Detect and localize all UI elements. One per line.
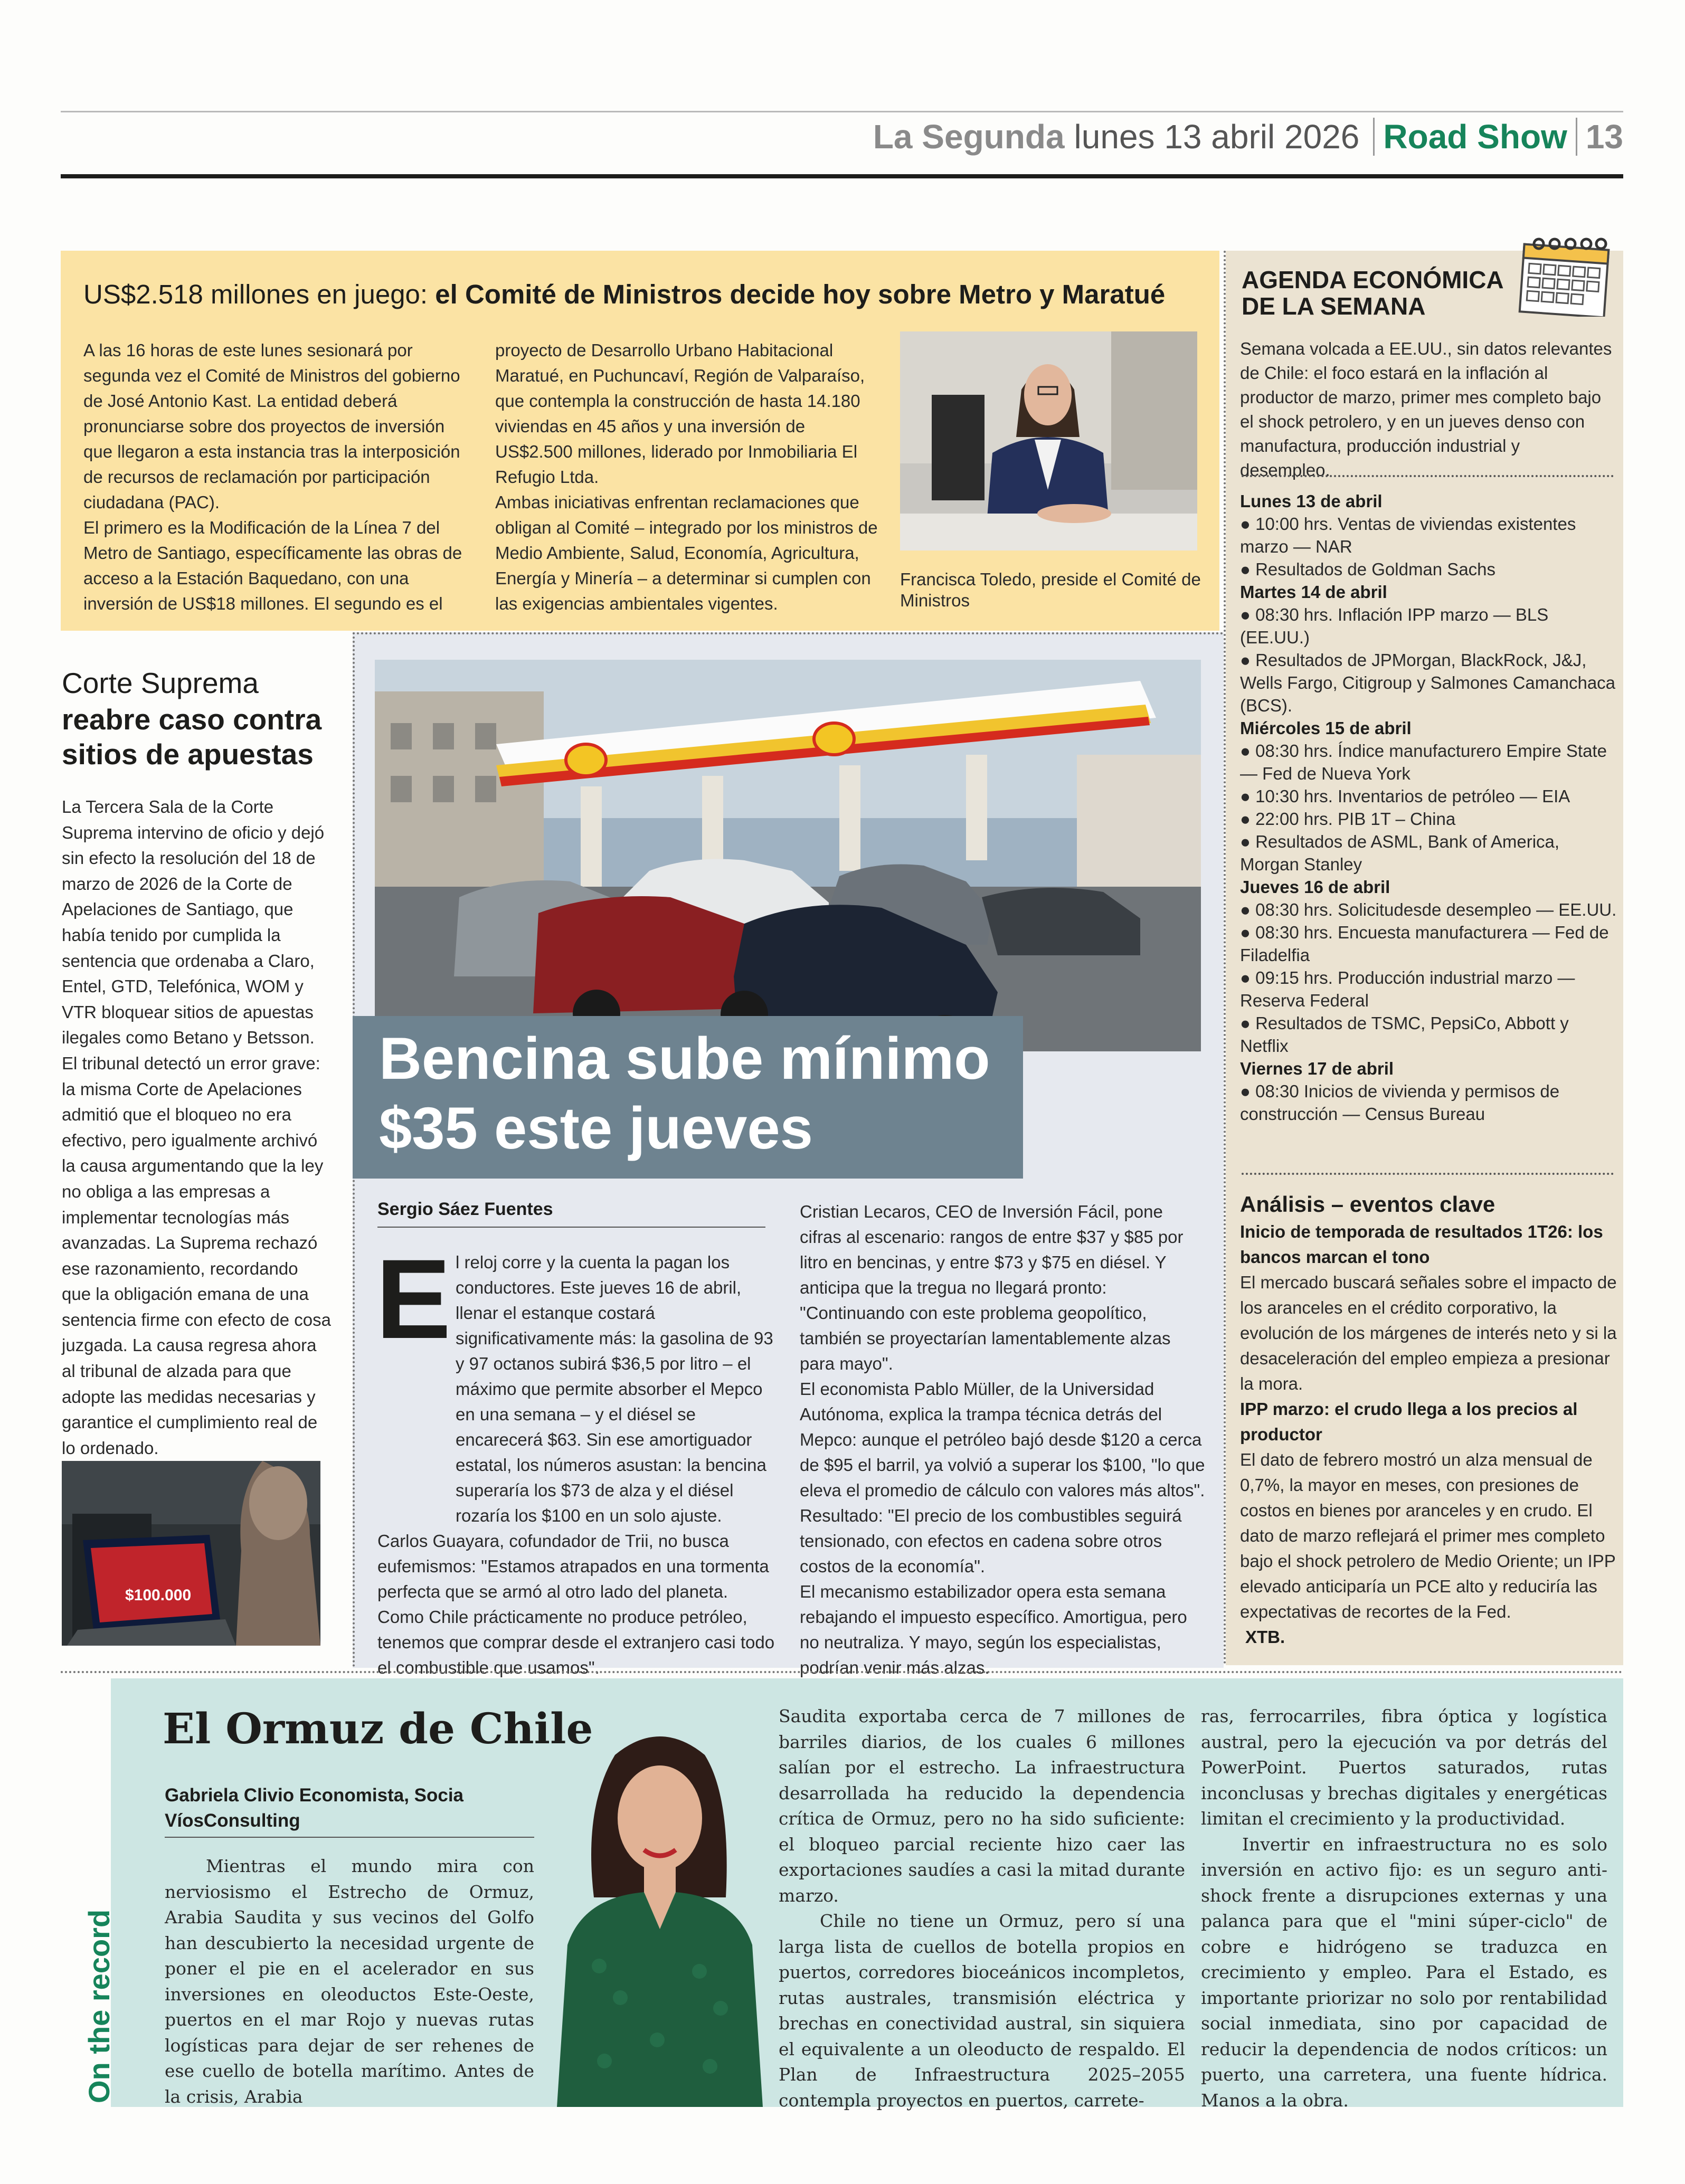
author-rule	[165, 1837, 534, 1838]
header-rule	[61, 174, 1623, 178]
page-number: 13	[1585, 118, 1623, 156]
paragraph: El mecanismo estabilizador opera esta semana rebajando el impuesto específico. Amortigua, pero no neutraliza. Y mayo, según los especialistas, podrían venir más alzas.	[800, 1582, 1187, 1677]
paragraph: El dato de febrero mostró un alza mensual de 0,7%, la mayor en meses, con presiones de costos en bienes por aranceles y en crudo. El dato de marzo reflejará el primer mes completo bajo el shock petrolero de Medio Oriente; un IPP elevado anticiparía un PCE alto y reduciría las expectativas de recortes de la Fed.	[1240, 1450, 1616, 1621]
author-photo	[536, 1723, 784, 2107]
fuel-column-2	[800, 1199, 1206, 1680]
photo-caption: Francisca Toledo, preside el Comité de Ministros	[900, 569, 1201, 610]
paragraph: El mercado buscará señales sobre el impacto de los aranceles en el crédito corporativo, la evolución de los márgenes de interés neto y si la desaceleración del empleo empieza a presionar la mora.	[1240, 1273, 1617, 1393]
drop-cap: E	[375, 1236, 451, 1362]
paragraph: El economista Pablo Müller, de la Universidad Autónoma, explica la trampa técnica detrás del Mepco: aunque el petróleo bajó desde $120 a cerca de $95 el barril, ya volvió a superar los $100, "lo que eleva el promedio de cálculo con valores más altos". Resultado: "El precio de los combustibles seguirá tensionado, con efectos en cadena sobre otros costos de la economía".	[800, 1379, 1205, 1576]
oped-author: Gabriela Clivio Economista, Socia VíosConsulting	[165, 1785, 464, 1831]
agenda-item: ● 08:30 hrs. Solicitudesde desempleo — EE.UU.	[1240, 900, 1617, 919]
oped-column-3	[1201, 1704, 1607, 2113]
agenda-item: ● Resultados de ASML, Bank of America, Morgan Stanley	[1240, 832, 1560, 874]
paragraph: Cristian Lecaros, CEO de Inversión Fácil, pone cifras al escenario: rangos de entre $37 y $85 por litro en bencinas, y entre $73 y $75 en diésel. Y anticipa que la tregua no llegará pronto: "Continuando con este problema geopolítico, también se proyectarían lamentablemente alzas para mayo".	[800, 1202, 1184, 1373]
agenda-item: ● 08:30 hrs. Índice manufacturero Empire State — Fed de Nueva York	[1240, 741, 1607, 783]
analysis-subhead: IPP marzo: el crudo llega a los precios al productor	[1240, 1399, 1578, 1444]
gas-station-photo	[375, 660, 1201, 1051]
headline-bold: el Comité de Ministros decide hoy sobre Metro y Maratué	[428, 279, 1166, 309]
agenda-day: Jueves 16 de abril	[1240, 877, 1390, 897]
headline-lead: US$2.518 millones en juego:	[83, 279, 428, 309]
ministers-headline	[83, 279, 1192, 310]
issue-date: lunes 13 abril 2026	[1074, 118, 1360, 156]
agenda-item: ● 08:30 hrs. Inflación IPP marzo — BLS (EE.UU.)	[1240, 605, 1549, 647]
section-name: Road Show	[1383, 118, 1567, 156]
paragraph: El primero es la Modificación de la Línea 7 del Metro de Santiago, específicamente las obras de acceso a la Estación Baquedano, con una inversión de US$18 millones. El segundo es el	[83, 518, 462, 613]
signature: XTB.	[1245, 1627, 1285, 1647]
agenda-item: ● Resultados de JPMorgan, BlackRock, J&J, Wells Fargo, Citigroup y Salmones Camanchaca (BCS).	[1240, 650, 1616, 715]
ministers-column-2	[495, 338, 883, 616]
paragraph: Invertir en infraestructura no es solo inversión en activo fijo: es un seguro anti-shock frente a disrupciones externas y una palanca para que el "mini súper-ciclo" de cobre e hidrógeno se traduzca en crecimiento y empleo. Para el Estado, es importante priorizar no solo por rentabilidad social inmediata, sino por capacidad de reducir la dependencia de nodos críticos: un puerto, una carretera, una fuente hídrica. Manos a la obra.	[1201, 1834, 1607, 2111]
dotted-divider	[353, 632, 1224, 634]
agenda-list	[1240, 490, 1620, 1125]
paragraph: Saudita exportaba cerca de 7 millones de barriles diarios, de los cuales 6 millones salían por el estrecho. La infraestructura desarrollada ha reducido la dependencia crítica de Ormuz, pero no ha sido suficiente: el bloqueo parcial reciente hizo caer las exportaciones saudíes a casi la mitad durante marzo.	[779, 1706, 1185, 1906]
dotted-divider	[1242, 1173, 1614, 1175]
agenda-item: ● 22:00 hrs. PIB 1T – China	[1240, 809, 1456, 829]
ministers-column-1	[83, 338, 474, 616]
byline: Sergio Sáez Fuentes	[377, 1199, 553, 1219]
agenda-intro: Semana volcada a EE.UU., sin datos relevantes de Chile: el foco estará en la inflación al productor de marzo, primer mes completo bajo el shock petrolero, y en un jueves denso con manufactura, producción industrial y desempleo.	[1240, 339, 1612, 480]
paragraph: Carlos Guayara, cofundador de Trii, no busca eufemismos: "Estamos atrapados en una tormenta perfecta que se armó al otro lado del planeta. Como Chile prácticamente no produce petróleo, tenemos que comprar desde el extranjero casi todo el combustible que usamos".	[377, 1531, 775, 1677]
dotted-divider	[61, 1671, 1623, 1673]
agenda-item: ● 09:15 hrs. Producción industrial marzo — Reserva Federal	[1240, 968, 1575, 1010]
fuel-headline: Bencina sube mínimo $35 este jueves	[379, 1025, 990, 1161]
court-kicker: Corte Suprema	[62, 667, 259, 699]
column-divider	[1224, 251, 1226, 1665]
agenda-day: Lunes 13 de abril	[1240, 491, 1383, 511]
paragraph: ras, ferrocarriles, fibra óptica y logística austral, pero la ejecución va por detrás del PowerPoint. Puertos saturados, rutas inconclusas y brechas digitales y energéticas limitan el crecimiento y la productividad.	[1201, 1706, 1607, 1829]
fuel-column-1	[377, 1250, 779, 1680]
minister-photo	[900, 331, 1197, 550]
paragraph: Ambas iniciativas enfrentan reclamaciones que obligan al Comité – integrado por los ministros de Medio Ambiente, Salud, Economía, Agricultura, Energía y Minería – a determinar si cumplen con las exigencias ambientales vigentes.	[495, 492, 878, 613]
analysis-title: Análisis – eventos clave	[1240, 1192, 1495, 1217]
page-header	[873, 117, 1623, 156]
paragraph: proyecto de Desarrollo Urbano Habitacional Maratué, en Puchuncaví, Región de Valparaíso, que contempla la construcción de hasta 14.180 viviendas en 45 años y una inversión de US$2.500 millones, liderado por Inmobiliaria El Refugio Ltda.	[495, 340, 865, 487]
screen-amount: $100.000	[125, 1587, 192, 1604]
dotted-divider	[1242, 475, 1614, 477]
oped-column-2	[779, 1704, 1185, 2113]
analysis-subhead: Inicio de temporada de resultados 1T26: los bancos marcan el tono	[1240, 1222, 1603, 1267]
analysis-body	[1240, 1219, 1620, 1650]
agenda-item: ● 10:00 hrs. Ventas de viviendas existentes marzo — NAR	[1240, 514, 1576, 556]
agenda-item: ● 10:30 hrs. Inventarios de petróleo — EIA	[1240, 786, 1570, 806]
agenda-day: Viernes 17 de abril	[1240, 1059, 1394, 1078]
agenda-item: ● Resultados de TSMC, PepsiCo, Abbott y Netflix	[1240, 1013, 1569, 1056]
byline-rule	[377, 1227, 765, 1228]
agenda-item: ● 08:30 Inicios de vivienda y permisos de construcción — Census Bureau	[1240, 1081, 1560, 1124]
section-label-vertical: On the record	[82, 1909, 116, 2103]
paragraph: Chile no tiene un Ormuz, pero sí una larga lista de cuellos de botella propios en puertos, corredores bioceánicos incompletos, rutas australes, transmisión eléctrica y brechas en conectividad austral, sin siquiera el equivalente a un oleoducto de respaldo. El Plan de Infraestructura 2025–2055 contempla proyectos en puertos, carrete-	[779, 1911, 1185, 2111]
agenda-day: Martes 14 de abril	[1240, 582, 1387, 602]
header-separator	[1576, 118, 1577, 156]
paragraph: Mientras el mundo mira con nerviosismo el Estrecho de Ormuz, Arabia Saudita y sus vecinos del Golfo han descubierto la necesidad urgente de poner el pie en el acelerador en sus inversiones en oleoductos Este-Oeste, puertos en el mar Rojo y nuevas rutas logísticas para dejar de ser rehenes de ese cuello de botella marítimo. Antes de la crisis, Arabia	[165, 1856, 534, 2107]
agenda-item: ● 08:30 hrs. Encuesta manufacturera — Fed de Filadelfia	[1240, 923, 1609, 965]
oped-column-1	[165, 1854, 534, 2110]
agenda-day: Miércoles 15 de abril	[1240, 718, 1412, 738]
court-body: La Tercera Sala de la Corte Suprema intervino de oficio y dejó sin efecto la resolución del 18 de marzo de 2026 de la Corte de Apelaciones de Santiago, que había tenido por cumplida la sentencia que ordenaba a Claro, Entel, GTD, Telefónica, WOM y VTR bloquear sitios de apuestas ilegales como Betano y Betsson. El tribunal detectó un error grave: la misma Corte de Apelaciones admitió que el bloqueo no era efectivo, pero igualmente archivó la causa argumentando que la ley no obliga a las empresas a implementar tecnologías más avanzadas. La Suprema rechazó ese razonamiento, recordando que la obligación emana de una sentencia firme con efecto de cosa juzgada. La causa regresa ahora al tribunal de alzada para que adopte las medidas necesarias y garantice el cumplimiento real de lo ordenado.	[62, 797, 331, 1458]
top-rule	[61, 111, 1623, 112]
paragraph: l reloj corre y la cuenta la pagan los conductores. Este jueves 16 de abril, llenar el estanque costará significativamente más: la gasolina de 93 y 97 octanos subirá $36,5 por litro – el máximo que permite absorber el Mepco en una semana – y el diésel se encarecerá $63. Sin ese amortiguador estatal, los números asustan: la bencina superaría los $73 de alza y el diésel rozaría los $100 en un solo ajuste.	[456, 1252, 773, 1525]
agenda-title: AGENDA ECONÓMICA DE LA SEMANA	[1242, 266, 1503, 320]
paragraph: A las 16 horas de este lunes sesionará por segunda vez el Comité de Ministros del gobierno de José Antonio Kast. La entidad deberá pronunciarse sobre dos proyectos de inversión que llegaron a esta instancia tras la interposición de recursos de reclamación por participación ciudadana (PAC).	[83, 340, 460, 512]
court-title: reabre caso contra sitios de apuestas	[62, 703, 322, 771]
oped-title: El Ormuz de Chile	[163, 1704, 593, 1753]
header-separator	[1373, 118, 1375, 156]
betting-photo	[62, 1461, 320, 1646]
calendar-icon	[1518, 232, 1613, 317]
newspaper-name: La Segunda	[873, 118, 1065, 156]
agenda-item: ● Resultados de Goldman Sachs	[1240, 559, 1496, 579]
